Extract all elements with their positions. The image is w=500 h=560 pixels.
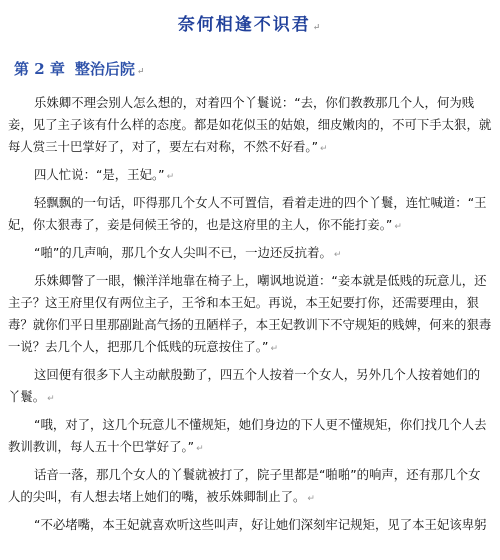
body-paragraph: [8, 270, 492, 360]
body-paragraph: [8, 414, 492, 460]
paragraph-text: 四人忙说：“是，王妃。”: [34, 167, 165, 182]
body-paragraph: [8, 192, 492, 238]
paragraph-mark-icon: ↵: [312, 23, 323, 33]
paragraph-text: “啪”的几声响，那几个女人尖叫不已，一边还反抗着。: [34, 245, 332, 260]
paragraph-text: “哦，对了，这几个玩意儿不懂规矩，她们身边的下人更不懂规矩，你们找几个人去教训教训，每人五十个巴掌好了。”: [8, 417, 487, 454]
document-title-text: 奈何相逢不识君: [177, 15, 311, 35]
paragraph-text: 这回便有很多下人主动献殷勤了，四五个人按着一个女人，另外几个人按着她们的丫鬟。: [8, 367, 481, 404]
paragraph-mark-icon: ↵: [47, 394, 55, 404]
body-paragraph: [8, 464, 492, 510]
chapter-number: 第 2 章: [14, 60, 65, 78]
paragraph-mark-icon: ↵: [333, 250, 342, 260]
paragraph-mark-icon: ↵: [136, 67, 145, 77]
paragraph-mark-icon: ↵: [166, 172, 175, 182]
body-paragraph: [8, 514, 492, 536]
body-paragraph: [8, 164, 492, 188]
paragraph-text: 乐姝卿瞥了一眼，懒洋洋地靠在椅子上，嘲讽地说道：“妾本就是低贱的玩意儿，还主子？这王府里仅有两位主子，王爷和本王妃。再说，本王妃要打你，还需要理由，狠毒？就你们平日里那副趾高气扬的丑陋样子，本王妃教训下不守规矩的贱婢，何来的狠毒一说？去几个人，把那几个低贱的玩意按住了。”: [8, 273, 492, 354]
paragraph-mark-icon: ↵: [270, 344, 278, 354]
paragraph-mark-icon: ↵: [196, 444, 204, 454]
paragraph-text: 乐姝卿不理会别人怎么想的，对着四个丫鬟说：“去，你们教教那几个人，何为贱妾，见了主子该有什么样的态度。都是如花似玉的姑娘，细皮嫩肉的，不可下手太狠，就每人赏三十巴掌好了，对了，要左右对称，不然不好看。”: [8, 95, 492, 154]
paragraph-mark-icon: ↵: [394, 222, 402, 232]
paragraph-text: “不必堵嘴，本王妃就喜欢听这些叫声，好让她们深刻牢记规矩，见了本王妃该卑躬: [34, 517, 487, 532]
body-paragraph: [8, 242, 492, 266]
paragraph-mark-icon: ↵: [307, 494, 315, 504]
document-title: [0, 10, 500, 35]
document-body[interactable]: [8, 92, 492, 540]
chapter-heading: [14, 58, 144, 79]
chapter-title: 整治后院: [74, 60, 135, 78]
body-paragraph: [8, 92, 492, 160]
paragraph-text: 话音一落，那几个女人的丫鬟就被打了，院子里都是“啪啪”的响声，还有那几个女人的尖叫，有人想去堵上她们的嘴，被乐姝卿制止了。: [8, 467, 481, 504]
paragraph-mark-icon: ↵: [320, 144, 328, 154]
body-paragraph: [8, 364, 492, 410]
paragraph-text: 轻飘飘的一句话，吓得那几个女人不可置信，看着走进的四个丫鬟，连忙喊道：“王妃，你太狠毒了，妾是伺候王爷的，也是这府里的主人，你不能打妾。”: [8, 195, 487, 232]
